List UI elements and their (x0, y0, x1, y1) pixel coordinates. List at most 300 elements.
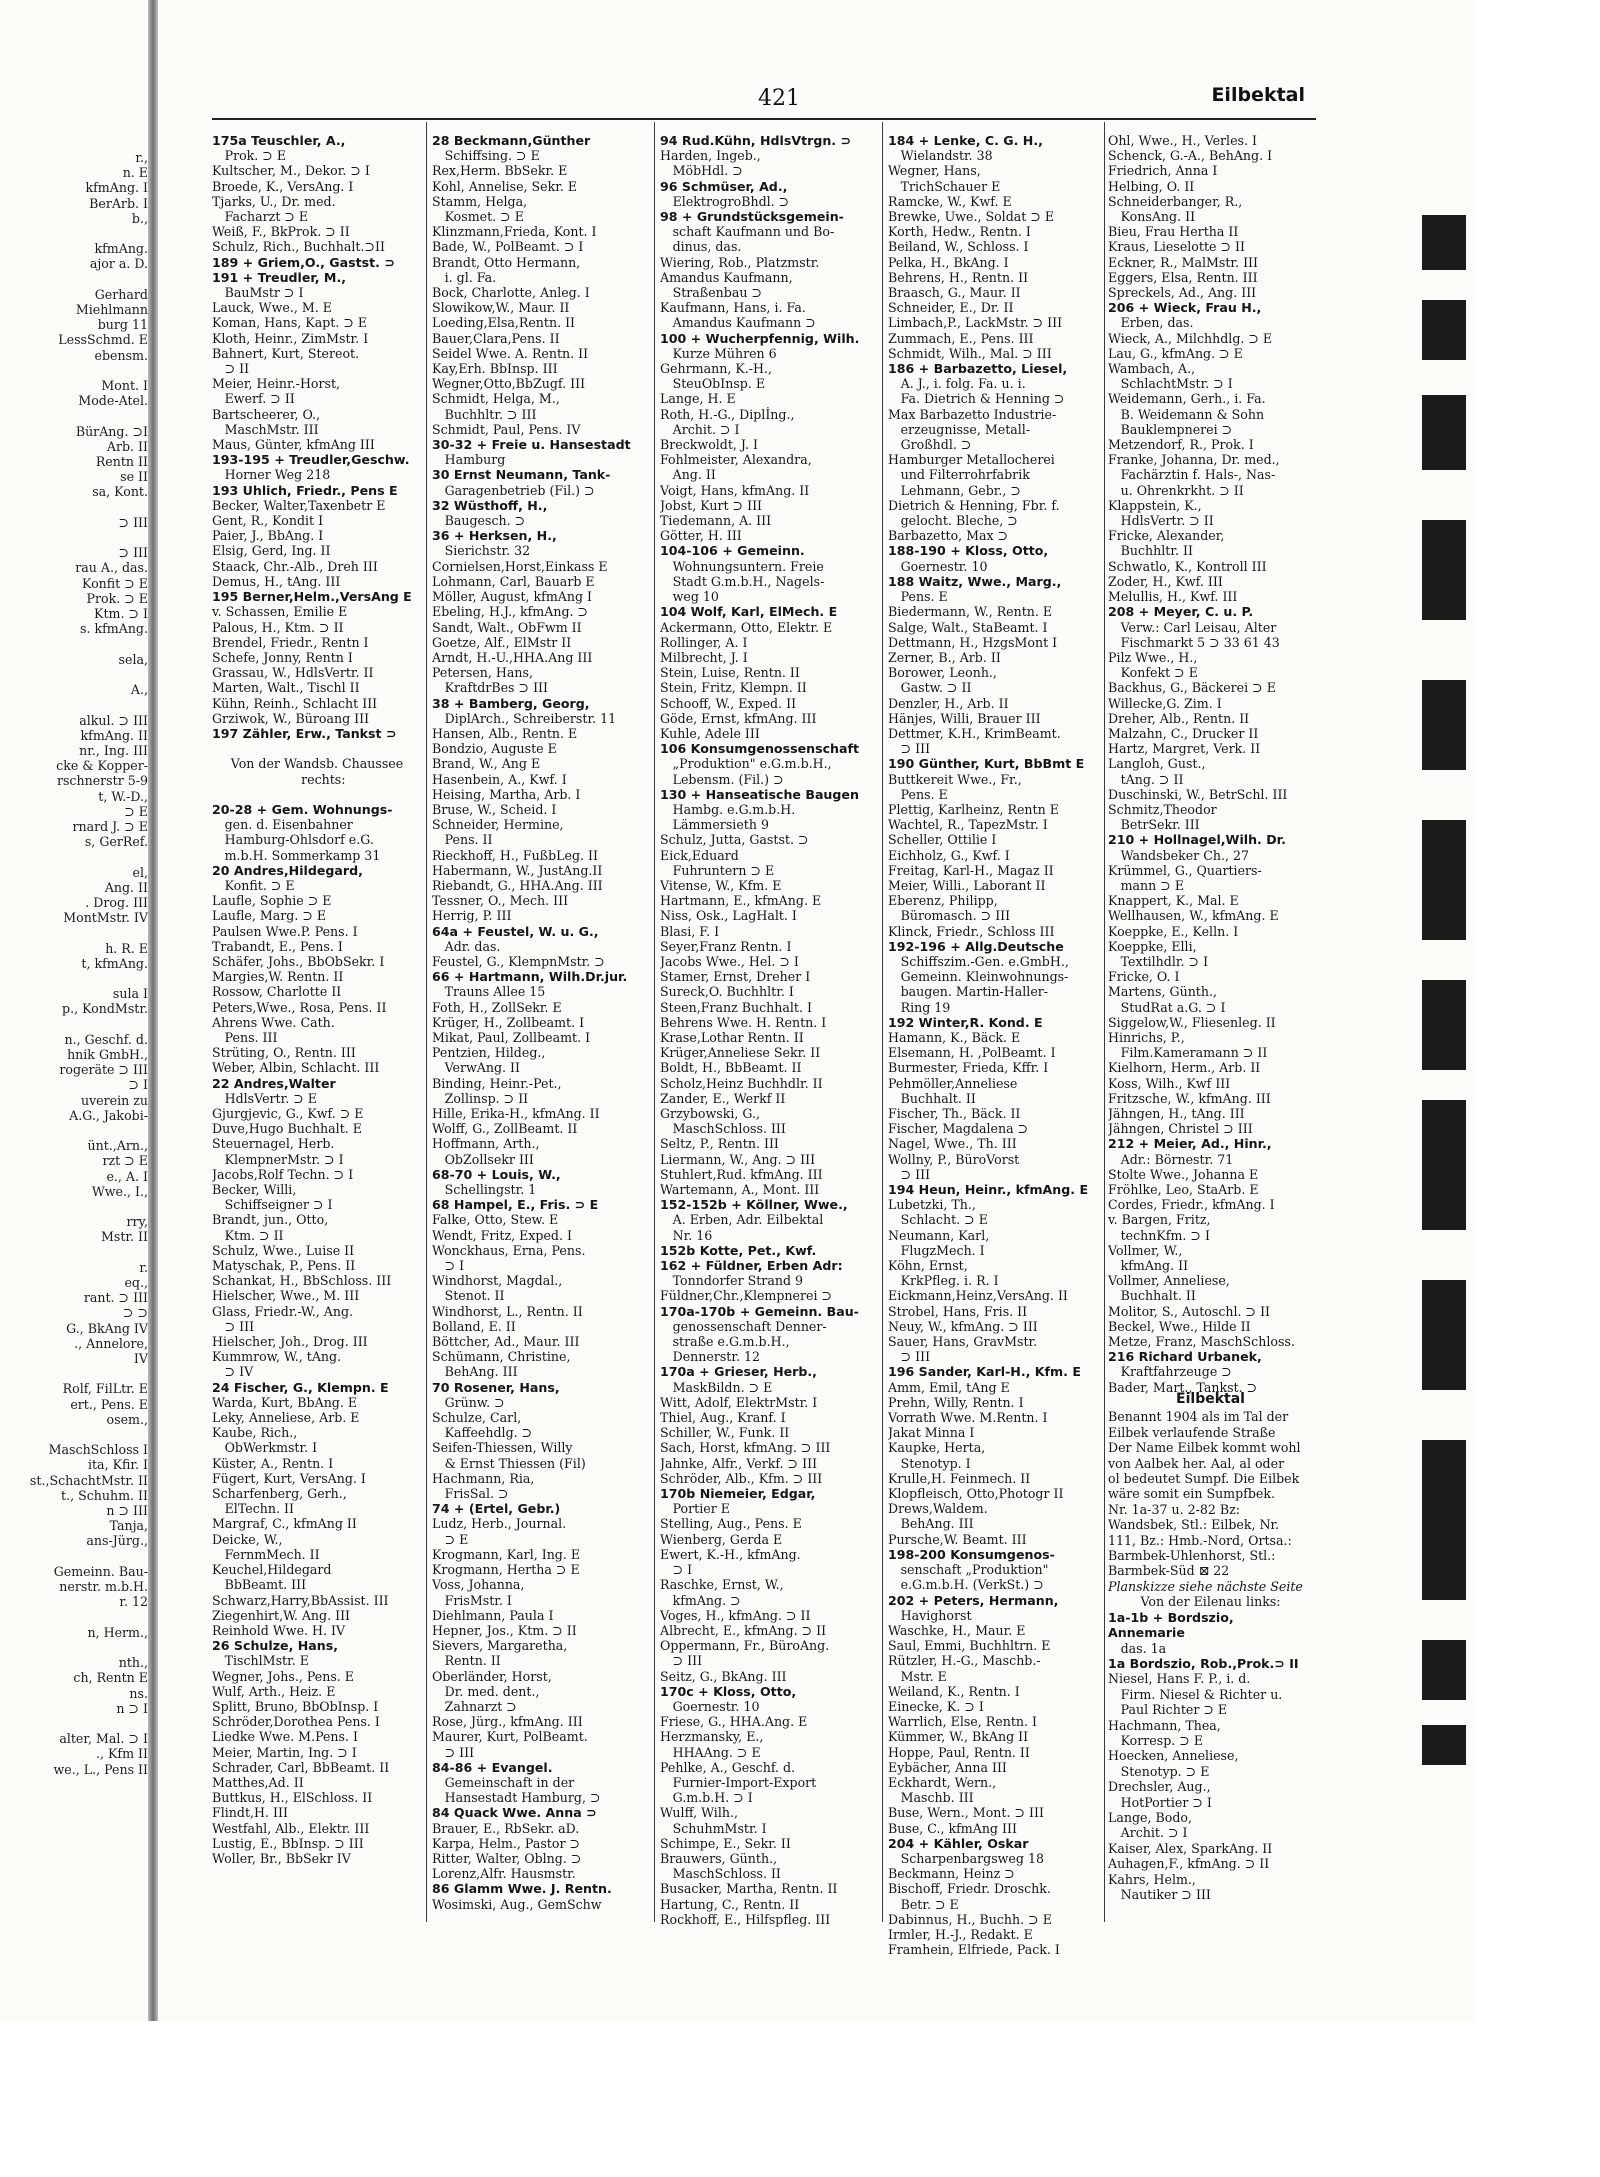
directory-entry: Oppermann, Fr., BüroAng. (660, 1638, 830, 1654)
directory-entry: Fröhlke, Leo, StaArb. E (1108, 1182, 1259, 1198)
directory-entry: Pens. E (888, 589, 948, 605)
directory-entry: v. Schassen, Emilie E (212, 604, 348, 620)
directory-entry: Wegner,Otto,BbZugf. III (432, 376, 586, 392)
directory-entry: u. Ohrenkrkht. ⊃ II (1108, 482, 1244, 498)
fragment-line (0, 226, 148, 241)
fragment-line: ert., Pens. E (70, 1396, 148, 1412)
directory-entry: Lohmann, Carl, Bauarb E (432, 573, 595, 589)
directory-entry: Witt, Adolf, ElektrMstr. I (660, 1394, 818, 1410)
fragment-line: kfmAng. II (80, 727, 148, 743)
directory-entry: Seltz, P., Rentn. III (660, 1136, 779, 1152)
directory-entry: ⊃ II (212, 361, 250, 377)
directory-entry: kfmAng. ⊃ (660, 1592, 741, 1608)
fragment-line: ⊃ E (124, 803, 148, 819)
directory-entry: Margraf, C., kfmAng II (212, 1516, 357, 1532)
directory-entry: 68-70 + Louis, W., (432, 1166, 561, 1182)
directory-entry: Steen,Franz Buchhalt. I (660, 999, 812, 1015)
directory-entry: BetrSekr. III (1108, 817, 1200, 833)
directory-entry: Trauns Allee 15 (432, 984, 546, 1000)
directory-entry: Eckhardt, Wern., (888, 1774, 997, 1790)
fragment-line: kfmAng. I (85, 180, 148, 196)
directory-entry: Baugesch. ⊃ (432, 513, 526, 529)
fragment-line: Mode-Atel. (78, 393, 148, 409)
directory-entry: Siggelow,W., Fliesenleg. II (1108, 1014, 1276, 1030)
directory-entry: Busacker, Martha, Rentn. II (660, 1881, 838, 1897)
directory-entry: Bauer,Clara,Pens. II (432, 330, 560, 346)
directory-entry: KonsAng. II (1108, 209, 1196, 225)
directory-entry: Eybächer, Anna III (888, 1759, 1007, 1775)
directory-entry: Jahnke, Alfr., Verkf. ⊃ III (660, 1455, 818, 1471)
directory-entry: Schenck, G.-A., BehAng. I (1108, 148, 1273, 164)
directory-entry: Schrader, Carl, BbBeamt. II (212, 1759, 390, 1775)
directory-entry: Vollmer, Anneliese, (1108, 1273, 1230, 1289)
directory-entry: Bade, W., PolBeamt. ⊃ I (432, 239, 584, 255)
directory-entry: Amandus Kaufmann ⊃ (660, 315, 816, 331)
fragment-line (0, 530, 148, 545)
directory-entry: 38 + Bamberg, Georg, (432, 695, 590, 711)
directory-entry: Schiffseigner ⊃ I (212, 1197, 333, 1213)
fragment-line (0, 1640, 148, 1655)
directory-entry: 204 + Kähler, Oskar (888, 1835, 1029, 1851)
directory-entry: Weidemann, Gerh., i. Fa. (1108, 391, 1266, 407)
directory-entry: Metzendorf, R., Prok. I (1108, 437, 1254, 453)
directory-entry: A. Erben, Adr. Eilbektal (660, 1212, 824, 1228)
directory-entry: Rützler, H.-G., Maschb.- (888, 1653, 1041, 1669)
directory-entry: Hartmann, E., kfmAng. E (660, 893, 822, 909)
directory-entry: Petersen, Hans, (432, 665, 533, 681)
directory-entry: Gemeinn. Kleinwohnungs- (888, 969, 1069, 985)
directory-entry: Ebeling, H.J., kfmAng. ⊃ (432, 604, 589, 620)
fragment-line: ita, Kfir. I (87, 1457, 148, 1473)
directory-entry: Salge, Walt., StaBeamt. I (888, 619, 1048, 635)
directory-entry: Deicke, W., (212, 1531, 283, 1547)
edge-mark (1422, 520, 1466, 620)
directory-entry: Rentn. II (432, 1653, 501, 1669)
directory-entry: 22 Andres,Walter (212, 1075, 336, 1091)
directory-entry: Wellhausen, W., kfmAng. E (1108, 908, 1279, 924)
directory-entry: Pentzien, Hildeg., (432, 1045, 546, 1061)
directory-entry: Fischmarkt 5 ⊃ 33 61 43 (1108, 634, 1280, 650)
directory-entry: Broede, K., VersAng. I (212, 178, 354, 194)
fragment-line (0, 1549, 148, 1564)
fragment-line: t., Schuhm. II (61, 1487, 148, 1503)
directory-entry: Riebandt, G., HHA.Ang. III (432, 877, 603, 893)
directory-entry: Ahrens Wwe. Cath. (212, 1014, 335, 1030)
directory-entry: Friedrich, Anna I (1108, 163, 1218, 179)
street-info-line: Korresp. ⊃ E (1108, 1732, 1204, 1748)
directory-entry: HdlsVertr. ⊃ II (1108, 513, 1214, 529)
directory-entry: Jakat Minna I (888, 1425, 975, 1441)
directory-entry: Schulz, Wwe., Luise II (212, 1242, 355, 1258)
directory-entry: 193 Uhlich, Friedr., Pens E (212, 482, 398, 498)
street-info-line: von Aalbek her. Aal, al oder (1108, 1455, 1285, 1471)
directory-entry: MaschSchloss. II (660, 1866, 781, 1882)
directory-entry: Wohnungsuntern. Freie (660, 558, 824, 574)
fragment-line (0, 272, 148, 287)
directory-entry: schaft Kaufmann und Bo- (660, 224, 835, 240)
directory-entry: Schlacht. ⊃ E (888, 1212, 988, 1228)
directory-entry: Brauwers, Günth., (660, 1850, 778, 1866)
directory-entry: ⊃ IV (212, 1364, 254, 1380)
fragment-line: st.,SchachtMstr. II (29, 1472, 148, 1488)
directory-entry: Maurer, Kurt, PolBeamt. (432, 1729, 588, 1745)
directory-entry: Wegner, Hans, (888, 163, 981, 179)
directory-entry: Flindt,H. III (212, 1805, 288, 1821)
directory-entry: Reinhold Wwe. H. IV (212, 1622, 346, 1638)
directory-entry: Plettig, Karlheinz, Rentn E (888, 801, 1059, 817)
directory-entry: Erben, das. (1108, 315, 1194, 331)
directory-entry: MaskBildn. ⊃ E (660, 1379, 773, 1395)
left-page-fragment (0, 150, 148, 1777)
directory-entry: 24 Fischer, G., Klempn. E (212, 1379, 389, 1395)
directory-entry: Niss, Osk., LagHalt. I (660, 908, 797, 924)
directory-entry: HdlsVertr. ⊃ E (212, 1090, 317, 1106)
directory-entry: 130 + Hanseatische Baugen (660, 786, 859, 802)
directory-entry: Schümann, Christine, (432, 1349, 571, 1365)
fragment-line: n, Herm., (87, 1624, 148, 1640)
column-2 (432, 133, 650, 1912)
directory-entry: Beckmann, Heinz ⊃ (888, 1866, 1015, 1882)
fragment-line: Gemeinn. Bau- (53, 1563, 148, 1579)
directory-entry: Kaupke, Herta, (888, 1440, 986, 1456)
directory-entry: Brauer, E., RbSekr. aD. (432, 1820, 580, 1836)
street-info-line: Kaiser, Alex, SparkAng. II (1108, 1840, 1273, 1856)
street-info-line: Von der Eilenau links: (1140, 1594, 1281, 1610)
directory-entry: BauMstr ⊃ I (212, 285, 304, 301)
fragment-line: sula I (112, 986, 148, 1002)
directory-entry: Fischer, Magdalena ⊃ (888, 1121, 1029, 1137)
directory-entry: Peters,Wwe., Rosa, Pens. II (212, 999, 387, 1015)
directory-entry: Tjarks, U., Dr. med. (212, 193, 336, 209)
directory-entry: Böttcher, Ad., Maur. III (432, 1334, 580, 1350)
directory-entry: Dreher, Alb., Rentn. II (1108, 710, 1250, 726)
fragment-line: LessSchmd. E (58, 332, 148, 348)
directory-entry: Melullis, H., Kwf. III (1108, 589, 1238, 605)
directory-entry: KlempnerMstr. ⊃ I (212, 1151, 344, 1167)
directory-entry: Ang. II (660, 467, 716, 483)
directory-entry: Gemeinschaft in der (432, 1774, 575, 1790)
directory-entry: Kühn, Reinh., Schlacht III (212, 695, 378, 711)
directory-entry: Hänjes, Willi, Brauer III (888, 710, 1041, 726)
directory-entry: Martens, Günth., (1108, 984, 1217, 1000)
directory-entry: FlugzMech. I (888, 1242, 985, 1258)
directory-entry: Klinzmann,Frieda, Kont. I (432, 224, 597, 240)
directory-entry: Westfahl, Alb., Elektr. III (212, 1820, 370, 1836)
directory-entry: Scheller, Ottilie I (888, 832, 997, 848)
directory-entry: DiplArch., Schreiberstr. 11 (432, 710, 617, 726)
directory-entry: Bauklempnerei ⊃ (1108, 421, 1233, 437)
directory-entry: Boldt, H., BbBeamt. II (660, 1060, 802, 1076)
directory-entry: G.m.b.H. ⊃ I (660, 1790, 753, 1806)
directory-entry: Borower, Leonh., (888, 665, 997, 681)
column-divider (882, 122, 883, 1922)
directory-entry: 186 + Barbazetto, Liesel, (888, 361, 1068, 377)
directory-entry: m.b.H. Sommerkamp 31 (212, 847, 381, 863)
directory-entry: 84 Quack Wwe. Anna ⊃ (432, 1805, 597, 1821)
street-info-box (1108, 1392, 1313, 1902)
directory-entry: Malzahn, C., Drucker II (1108, 725, 1259, 741)
fragment-line: Ang. II (104, 879, 148, 895)
directory-entry: Habermann, W., JustAng.II (432, 862, 603, 878)
directory-entry: Windhorst, L., Rentn. II (432, 1303, 583, 1319)
directory-entry: B. Weidemann & Sohn (1108, 406, 1265, 422)
directory-entry: Milbrecht, J. I (660, 649, 748, 665)
street-info-line: Barmbek-Süd ⊠ 22 (1108, 1563, 1230, 1579)
directory-entry: Wieck, A., Milchhdlg. ⊃ E (1108, 330, 1273, 346)
directory-entry: 152-152b + Köllner, Wwe., (660, 1197, 848, 1213)
directory-entry: Kraftfahrzeuge ⊃ (1108, 1364, 1232, 1380)
directory-entry: Schulz, Jutta, Gastst. ⊃ (660, 832, 809, 848)
directory-entry: ⊃ I (660, 1562, 693, 1578)
directory-entry: Mikat, Paul, Zollbeamt. I (432, 1029, 591, 1045)
directory-entry: Fuhruntern ⊃ E (660, 862, 775, 878)
directory-entry: Metze, Franz, MaschSchloss. (1108, 1334, 1295, 1350)
directory-entry: 189 + Griem,O., Gastst. ⊃ (212, 254, 395, 270)
directory-entry: 198-200 Konsumgenos- (888, 1546, 1055, 1562)
directory-entry: ObWerkmstr. I (212, 1440, 318, 1456)
directory-entry: Wendt, Fritz, Exped. I (432, 1227, 572, 1243)
directory-entry: Falke, Otto, Stew. E (432, 1212, 559, 1228)
street-info-line: ol bedeutet Sumpf. Die Eilbek (1108, 1471, 1300, 1487)
directory-entry: Seifen-Thiessen, Willy (432, 1440, 573, 1456)
fragment-line: se II (120, 469, 148, 485)
directory-entry: ElTechn. II (212, 1501, 294, 1517)
fragment-line: uverein zu (80, 1092, 148, 1108)
directory-entry: Eckner, R., MalMstr. III (1108, 254, 1258, 270)
directory-entry: Schimpe, E., Sekr. II (660, 1835, 791, 1851)
fragment-line: n., Geschf. d. (64, 1031, 148, 1047)
directory-entry: Grziwok, W., Büroang III (212, 710, 370, 726)
directory-entry: 162 + Füldner, Erben Adr: (660, 1258, 843, 1274)
directory-entry: Eickmann,Heinz,VersAng. II (888, 1288, 1068, 1304)
directory-entry: KrkPfleg. i. R. I (888, 1273, 999, 1289)
directory-entry: Dettmann, H., HzgsMont I (888, 634, 1058, 650)
fragment-line (0, 667, 148, 682)
directory-entry: 216 Richard Urbanek, (1108, 1349, 1262, 1365)
fragment-line: sa, Kont. (92, 484, 148, 500)
directory-entry: Beckel, Wwe., Hilde II (1108, 1318, 1251, 1334)
directory-entry: Ohl, Wwe., H., Verles. I (1108, 133, 1257, 148)
directory-entry: 170b Niemeier, Edgar, (660, 1486, 816, 1502)
directory-entry: Archit. ⊃ I (660, 421, 740, 437)
directory-entry: Steuernagel, Herb. (212, 1136, 335, 1152)
directory-entry: Seyer,Franz Rentn. I (660, 938, 792, 954)
directory-entry: Hille, Erika-H., kfmAng. II (432, 1106, 600, 1121)
directory-entry: VerwAng. II (432, 1060, 521, 1076)
directory-entry: Kloth, Heinr., ZimMstr. I (212, 330, 369, 346)
directory-entry: ElektrogroBhdl. ⊃ (660, 193, 790, 209)
directory-entry: Nr. 16 (660, 1227, 713, 1243)
directory-entry: Windhorst, Magdal., (432, 1273, 563, 1289)
directory-entry: Kaube, Rich., (212, 1425, 298, 1441)
directory-entry: ⊃ III (888, 1166, 931, 1182)
directory-entry: 94 Rud.Kühn, HdlsVtrgn. ⊃ (660, 133, 852, 148)
directory-entry: Krogmann, Hertha ⊃ E (432, 1562, 580, 1578)
directory-entry: weg 10 (660, 589, 719, 605)
fragment-line: t, kfmAng. (81, 955, 148, 971)
directory-entry: Von der Wandsb. Chaussee (230, 756, 404, 772)
directory-entry: Hamburger Metallocherei (888, 452, 1055, 468)
directory-entry: Betr. ⊃ E (888, 1896, 959, 1912)
directory-entry: Laufle, Marg. ⊃ E (212, 908, 327, 924)
directory-entry: Splitt, Bruno, BbObInsp. I (212, 1698, 379, 1714)
directory-entry: Hoffmann, Arth., (432, 1136, 540, 1152)
column-4 (888, 133, 1100, 1957)
fragment-line: b., (131, 210, 148, 226)
directory-entry: Krüger,Anneliese Sekr. II (660, 1045, 821, 1061)
directory-entry: Voges, H., kfmAng. ⊃ II (660, 1607, 811, 1623)
directory-entry: i. gl. Fa. (432, 269, 497, 285)
fragment-line: rzt ⊃ E (102, 1153, 148, 1169)
directory-entry: Backhus, G., Bäckerei ⊃ E (1108, 680, 1276, 696)
fragment-line: Mstr. II (100, 1229, 148, 1245)
directory-entry: 196 Sander, Karl-H., Kfm. E (888, 1364, 1081, 1380)
directory-entry: Krogmann, Karl, Ing. E (432, 1546, 581, 1562)
directory-entry: Duschinski, W., BetrSchl. III (1108, 786, 1288, 802)
fragment-line: ⊃ III (118, 514, 148, 530)
directory-entry: Weber, Albin, Schlacht. III (212, 1060, 380, 1076)
directory-entry: Schröder, Alb., Kfm. ⊃ III (660, 1470, 823, 1486)
directory-entry: 98 + Grundstücksgemein- (660, 209, 844, 225)
fragment-line: p., KondMstr. (62, 1001, 148, 1017)
directory-entry: Roth, H.-G., Diplİng., (660, 406, 795, 422)
directory-entry: Stadt G.m.b.H., Nagels- (660, 573, 825, 589)
directory-entry: Schiffszim.-Gen. e.GmbH., (888, 953, 1069, 969)
directory-entry: Stein, Luise, Rentn. II (660, 665, 800, 681)
directory-entry: Rockhoff, E., Hilfspfleg. III (660, 1911, 831, 1927)
directory-entry: SteuObInsp. E (660, 376, 766, 392)
street-info-line: Auhagen,F., kfmAng. ⊃ II (1108, 1856, 1270, 1872)
fragment-line: s, GerRef. (84, 834, 148, 850)
directory-entry: Demus, H., tAng. III (212, 573, 341, 589)
directory-entry: 190 Günther, Kurt, BbBmt E (888, 756, 1085, 772)
directory-entry: Liermann, W., Ang. ⊃ III (660, 1151, 816, 1167)
directory-entry: Wolff, G., ZollBeamt. II (432, 1121, 578, 1137)
fragment-line: ⊃ III (118, 545, 148, 561)
fragment-line (0, 1366, 148, 1381)
fragment-line: el, (132, 864, 148, 880)
edge-mark (1422, 1725, 1466, 1765)
book-gutter (148, 0, 158, 2021)
directory-entry: Pursche,W. Beamt. III (888, 1531, 1027, 1547)
directory-entry: FrisMstr. I (432, 1592, 512, 1608)
directory-entry: Buse, Wern., Mont. ⊃ III (888, 1805, 1044, 1821)
column-3 (660, 133, 878, 1927)
edge-mark (1422, 1100, 1466, 1230)
street-info-line: Nr. 1a-37 u. 2-82 Bz: (1108, 1501, 1241, 1517)
directory-entry: 210 + Hollnagel,Wilh. Dr. (1108, 832, 1286, 848)
directory-entry: straße e.G.m.b.H., (660, 1334, 790, 1350)
directory-entry: Schmitz,Theodor (1108, 801, 1217, 817)
directory-entry: 104 Wolf, Karl, ElMech. E (660, 604, 838, 620)
directory-entry: Straßenbau ⊃ (660, 285, 763, 301)
directory-entry: Hartung, C., Rentn. II (660, 1896, 800, 1912)
directory-entry: Pehlke, A., Geschf. d. (660, 1759, 796, 1775)
fragment-line: Tanja, (109, 1518, 148, 1534)
directory-entry: Brandt, Otto Hermann, (432, 254, 581, 270)
directory-entry: tAng. ⊃ II (1108, 771, 1184, 787)
directory-entry: Bondzio, Auguste E (432, 741, 557, 757)
directory-entry: Gent, R., Kondit I (212, 513, 324, 529)
directory-entry: 202 + Peters, Hermann, (888, 1592, 1059, 1608)
directory-entry: 152b Kotte, Pet., Kwf. (660, 1242, 817, 1258)
directory-entry: Konfit. ⊃ E (212, 877, 295, 893)
edge-mark (1422, 1280, 1466, 1390)
directory-entry: Lau, G., kfmAng. ⊃ E (1108, 345, 1243, 361)
directory-entry: Hachmann, Ria, (432, 1470, 535, 1486)
directory-entry: Pens. E (888, 786, 948, 802)
fragment-line: n ⊃ I (116, 1700, 148, 1716)
directory-entry (212, 741, 422, 756)
directory-entry: ⊃ I (432, 1258, 465, 1274)
fragment-line (0, 925, 148, 940)
directory-entry: Kaffeehdlg. ⊃ (432, 1425, 533, 1441)
fragment-line: rau A., das. (75, 560, 148, 576)
directory-entry: ⊃ E (432, 1531, 469, 1547)
directory-entry: Jacobs,Rolf Techn. ⊃ I (212, 1166, 354, 1182)
directory-entry: Hambg. e.G.m.b.H. (660, 801, 796, 817)
directory-entry: Brandt, jun., Otto, (212, 1212, 329, 1228)
directory-entry: Textilhdlr. ⊃ I (1108, 953, 1209, 969)
directory-entry: 170a-170b + Gemeinn. Bau- (660, 1303, 859, 1319)
directory-entry: Ziegenhirt,W. Ang. III (212, 1607, 351, 1623)
directory-entry: Bischoff, Friedr. Droschk. (888, 1881, 1051, 1897)
directory-entry: ⊃ III (212, 1318, 255, 1334)
fragment-line (0, 363, 148, 378)
directory-entry: Klappstein, K., (1108, 497, 1202, 513)
directory-entry: Krümmel, G., Quartiers- (1108, 862, 1262, 878)
directory-entry: 20 Andres,Hildegard, (212, 862, 363, 878)
directory-entry: Hamburg-Ohlsdorf e.G. (212, 832, 374, 848)
directory-entry: Schneiderbanger, R., (1108, 193, 1243, 209)
directory-entry: 188 Waitz, Wwe., Marg., (888, 573, 1062, 589)
directory-entry: Tonndorfer Strand 9 (660, 1273, 804, 1289)
directory-entry: Hamburg (432, 452, 506, 468)
fragment-line: osem., (106, 1411, 148, 1427)
fragment-line: we., L., Pens II (53, 1761, 148, 1777)
directory-entry: Mstr. E (888, 1668, 947, 1684)
directory-entry: Schmidt, Paul, Pens. IV (432, 421, 581, 437)
fragment-line: ., Kfm II (96, 1746, 148, 1762)
directory-entry: Sandt, Walt., ObFwm II (432, 619, 582, 635)
directory-entry: Wiering, Rob., Platzmstr. (660, 254, 820, 270)
fragment-line: Ktm. ⊃ I (94, 606, 148, 622)
directory-entry: e.G.m.b.H. (VerkSt.) ⊃ (888, 1577, 1044, 1593)
directory-entry: Kurze Mühren 6 (660, 345, 777, 361)
directory-entry: Behrens, H., Rentn. II (888, 269, 1029, 285)
directory-entry: Einecke, K. ⊃ I (888, 1698, 984, 1714)
street-info-line: das. 1a (1108, 1640, 1167, 1656)
directory-entry: Korth, Hedw., Rentn. I (888, 224, 1031, 240)
fragment-line: . Drog. III (85, 894, 148, 910)
directory-entry: Warda, Kurt, BbAng. E (212, 1394, 358, 1410)
directory-entry: Kümmer, W., BkAng II (888, 1729, 1029, 1745)
fragment-line: rschnerstr 5-9 (56, 773, 148, 789)
directory-entry: Cordes, Friedr., kfmAng. I (1108, 1197, 1275, 1213)
directory-entry: Paier, J., BbAng. I (212, 528, 324, 544)
directory-entry: 66 + Hartmann, Wilh.Dr.jur. (432, 969, 628, 985)
edge-mark (1422, 395, 1466, 470)
directory-entry: Zoder, H., Kwf. III (1108, 573, 1223, 589)
fragment-line: eq., (124, 1275, 148, 1291)
directory-entry: Eick,Eduard (660, 847, 739, 863)
directory-entry: Lustig, E., BbInsp. ⊃ III (212, 1835, 364, 1851)
directory-entry: Adr.: Börnestr. 71 (1108, 1151, 1234, 1167)
directory-entry: mann ⊃ E (1108, 877, 1185, 893)
edge-mark (1422, 1640, 1466, 1700)
directory-entry: Karpa, Helm., Pastor ⊃ (432, 1835, 581, 1851)
directory-entry: Herrig, P. III (432, 908, 512, 924)
